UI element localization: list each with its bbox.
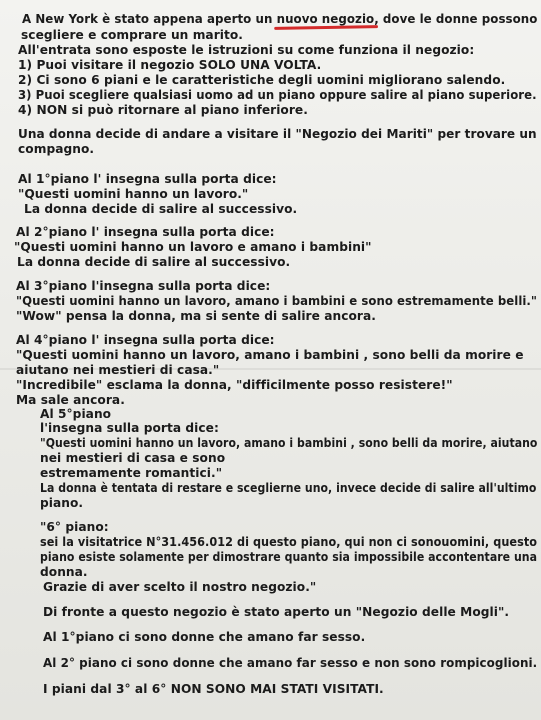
- highlighted-phrase: nuovo negozio: [276, 12, 375, 26]
- floor5-sign-intro: l'insegna sulla porta dice:: [40, 421, 219, 435]
- floor1-heading: Al 1°piano l' insegna sulla porta dice:: [18, 172, 277, 186]
- floor1-sign: "Questi uomini hanno un lavoro.": [18, 187, 249, 201]
- intro-line-1: [22, 12, 537, 26]
- intro-text-a: A New York è stato appena aperto un: [22, 12, 277, 26]
- decision-line-1: Una donna decide di andare a visitare il "Negozio dei Mariti" per trovare un: [18, 127, 537, 141]
- floor6-line-3: donna.: [40, 565, 88, 579]
- floor6-heading: "6° piano:: [40, 520, 109, 534]
- intro-text-b: , dove le donne possono: [374, 12, 538, 26]
- floor5-sign-line-3: estremamente romantici.": [40, 466, 223, 480]
- floor4-sign-line-2: aiutano nei mestieri di casa.": [16, 363, 220, 377]
- floor5-action-line-1: La donna è tentata di restare e sceglierne uno, invece decide di salire all'ultimo: [40, 481, 537, 495]
- floor5-action-line-2: piano.: [40, 496, 84, 510]
- rule-1: 1) Puoi visitare il negozio SOLO UNA VOLTA.: [18, 58, 322, 72]
- floor6-line-2: piano esiste solamente per dimostrare quanto sia impossibile accontentare una: [40, 550, 538, 564]
- wives-floor-2: Al 2° piano ci sono donne che amano far sesso e non sono rompicoglioni.: [43, 656, 538, 670]
- wives-floor-1: Al 1°piano ci sono donne che amano far sesso.: [43, 630, 366, 644]
- decision-line-2: compagno.: [18, 142, 95, 156]
- floor5-sign-line-1: "Questi uomini hanno un lavoro, amano i bambini , sono belli da morire, aiutano: [40, 436, 538, 450]
- wives-store-intro: Di fronte a questo negozio è stato aperto un "Negozio delle Mogli".: [43, 605, 510, 619]
- floor2-heading: Al 2°piano l' insegna sulla porta dice:: [16, 225, 275, 239]
- floor2-sign: "Questi uomini hanno un lavoro e amano i bambini": [14, 240, 372, 254]
- floor4-action: Ma sale ancora.: [16, 393, 125, 407]
- floor3-sign: "Questi uomini hanno un lavoro, amano i bambini e sono estremamente belli.": [16, 294, 538, 308]
- floor5-heading: Al 5°piano: [40, 407, 112, 421]
- floor1-action: La donna decide di salire al successivo.: [24, 202, 298, 216]
- floor6-line-1: sei la visitatrice N°31.456.012 di questo piano, qui non ci sonouomini, questo: [40, 535, 538, 549]
- floor4-reaction: "Incredibile" esclama la donna, "difficilmente posso resistere!": [16, 378, 453, 392]
- intro-line-2: scegliere e comprare un marito.: [21, 28, 243, 42]
- rule-4: 4) NON si può ritornare al piano inferiore.: [18, 103, 308, 117]
- floor4-sign-line-1: "Questi uomini hanno un lavoro, amano i bambini , sono belli da morire e: [16, 348, 524, 362]
- floor5-sign-line-2: nei mestieri di casa e sono: [40, 451, 226, 465]
- floor3-action: "Wow" pensa la donna, ma si sente di salire ancora.: [16, 309, 376, 323]
- floor6-line-4: Grazie di aver scelto il nostro negozio.": [43, 580, 317, 594]
- floor2-action: La donna decide di salire al successivo.: [17, 255, 291, 269]
- wives-floors-3-6: I piani dal 3° al 6° NON SONO MAI STATI VISITATI.: [43, 682, 384, 696]
- rule-2: 2) Ci sono 6 piani e le caratteristiche degli uomini migliorano salendo.: [18, 73, 506, 87]
- floor3-heading: Al 3°piano l'insegna sulla porta dice:: [16, 279, 271, 293]
- rule-3: 3) Puoi scegliere qualsiasi uomo ad un piano oppure salire al piano superiore.: [18, 88, 537, 102]
- intro-line-3: All'entrata sono esposte le istruzioni su come funziona il negozio:: [18, 43, 475, 57]
- floor4-heading: Al 4°piano l' insegna sulla porta dice:: [16, 333, 275, 347]
